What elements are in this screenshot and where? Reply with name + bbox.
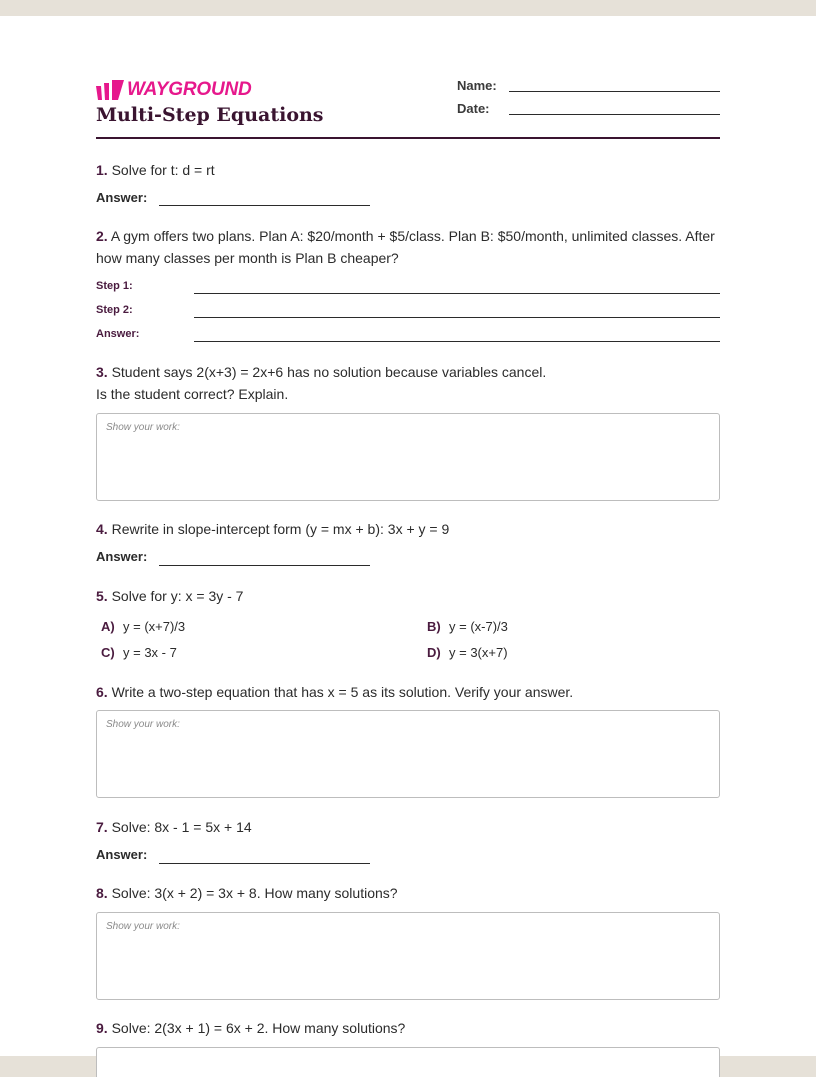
question-text: A gym offers two plans. Plan A: $20/month + $5/class. Plan B: $50/month, unlimited classes. After how many classes per month is Plan B cheaper? xyxy=(96,228,715,266)
choice-text: y = 3x - 7 xyxy=(123,645,177,660)
choice-d[interactable] xyxy=(427,645,508,660)
answer-field-q1[interactable] xyxy=(159,205,370,206)
date-label: Date: xyxy=(457,101,490,116)
question-number: 1. xyxy=(96,162,108,178)
name-label: Name: xyxy=(457,78,497,93)
step-2-label: Step 2: xyxy=(96,304,133,316)
question-text: Solve for y: x = 3y - 7 xyxy=(111,588,244,604)
question-text: Solve: 8x - 1 = 5x + 14 xyxy=(111,819,252,835)
name-field[interactable] xyxy=(509,91,720,92)
question-number: 5. xyxy=(96,588,108,604)
answer-field-q4[interactable] xyxy=(159,565,370,566)
header-divider xyxy=(96,137,720,139)
question-number: 3. xyxy=(96,364,108,380)
step-1-label: Step 1: xyxy=(96,280,133,292)
page-title: Multi-Step Equations xyxy=(96,104,324,126)
choice-letter: A) xyxy=(101,619,115,634)
question-text: Solve: 2(3x + 1) = 6x + 2. How many solutions? xyxy=(111,1020,406,1036)
question-6 xyxy=(96,681,573,703)
choice-b[interactable] xyxy=(427,619,508,634)
work-box-q6[interactable] xyxy=(96,710,720,798)
question-2 xyxy=(96,225,720,269)
question-text: Solve: 3(x + 2) = 3x + 8. How many solutions? xyxy=(111,885,398,901)
choice-text: y = 3(x+7) xyxy=(449,645,508,660)
work-hint: Show your work: xyxy=(106,921,180,932)
answer-label: Answer: xyxy=(96,190,148,205)
question-number: 2. xyxy=(96,228,108,244)
work-hint: Show your work: xyxy=(106,422,180,433)
step-1-field[interactable] xyxy=(194,293,720,294)
step-answer-label: Answer: xyxy=(96,328,140,340)
answer-field-q7[interactable] xyxy=(159,863,370,864)
work-box-q9[interactable] xyxy=(96,1047,720,1077)
choice-letter: D) xyxy=(427,645,441,660)
wayground-logo xyxy=(96,79,252,101)
question-number: 4. xyxy=(96,521,108,537)
choice-letter: C) xyxy=(101,645,115,660)
choice-a[interactable] xyxy=(101,619,185,634)
logo-text: WAYGROUND xyxy=(127,79,252,100)
question-number: 6. xyxy=(96,684,108,700)
work-box-q3[interactable] xyxy=(96,413,720,501)
question-3 xyxy=(96,361,546,405)
question-4 xyxy=(96,518,449,540)
question-text-line-1: Student says 2(x+3) = 2x+6 has no solution because variables cancel. xyxy=(111,364,547,380)
question-5 xyxy=(96,585,243,607)
question-number: 9. xyxy=(96,1020,108,1036)
date-field[interactable] xyxy=(509,114,720,115)
question-text: Rewrite in slope-intercept form (y = mx + b): 3x + y = 9 xyxy=(111,521,450,537)
question-text: Solve for t: d = rt xyxy=(111,162,215,178)
choice-text: y = (x+7)/3 xyxy=(123,619,186,634)
answer-label: Answer: xyxy=(96,847,148,862)
work-box-q8[interactable] xyxy=(96,912,720,1000)
question-text-line-2: Is the student correct? Explain. xyxy=(96,386,289,402)
question-number: 8. xyxy=(96,885,108,901)
question-1 xyxy=(96,159,215,181)
choice-text: y = (x-7)/3 xyxy=(449,619,508,634)
choice-letter: B) xyxy=(427,619,441,634)
worksheet-page xyxy=(0,16,816,1056)
step-2-field[interactable] xyxy=(194,317,720,318)
question-8 xyxy=(96,882,398,904)
answer-label: Answer: xyxy=(96,549,148,564)
question-7 xyxy=(96,816,252,838)
choice-c[interactable] xyxy=(101,645,177,660)
step-answer-field[interactable] xyxy=(194,341,720,342)
question-9 xyxy=(96,1017,405,1039)
work-hint: Show your work: xyxy=(106,719,180,730)
question-text: Write a two-step equation that has x = 5 as its solution. Verify your answer. xyxy=(111,684,574,700)
question-number: 7. xyxy=(96,819,108,835)
logo-mark-icon xyxy=(96,80,124,100)
